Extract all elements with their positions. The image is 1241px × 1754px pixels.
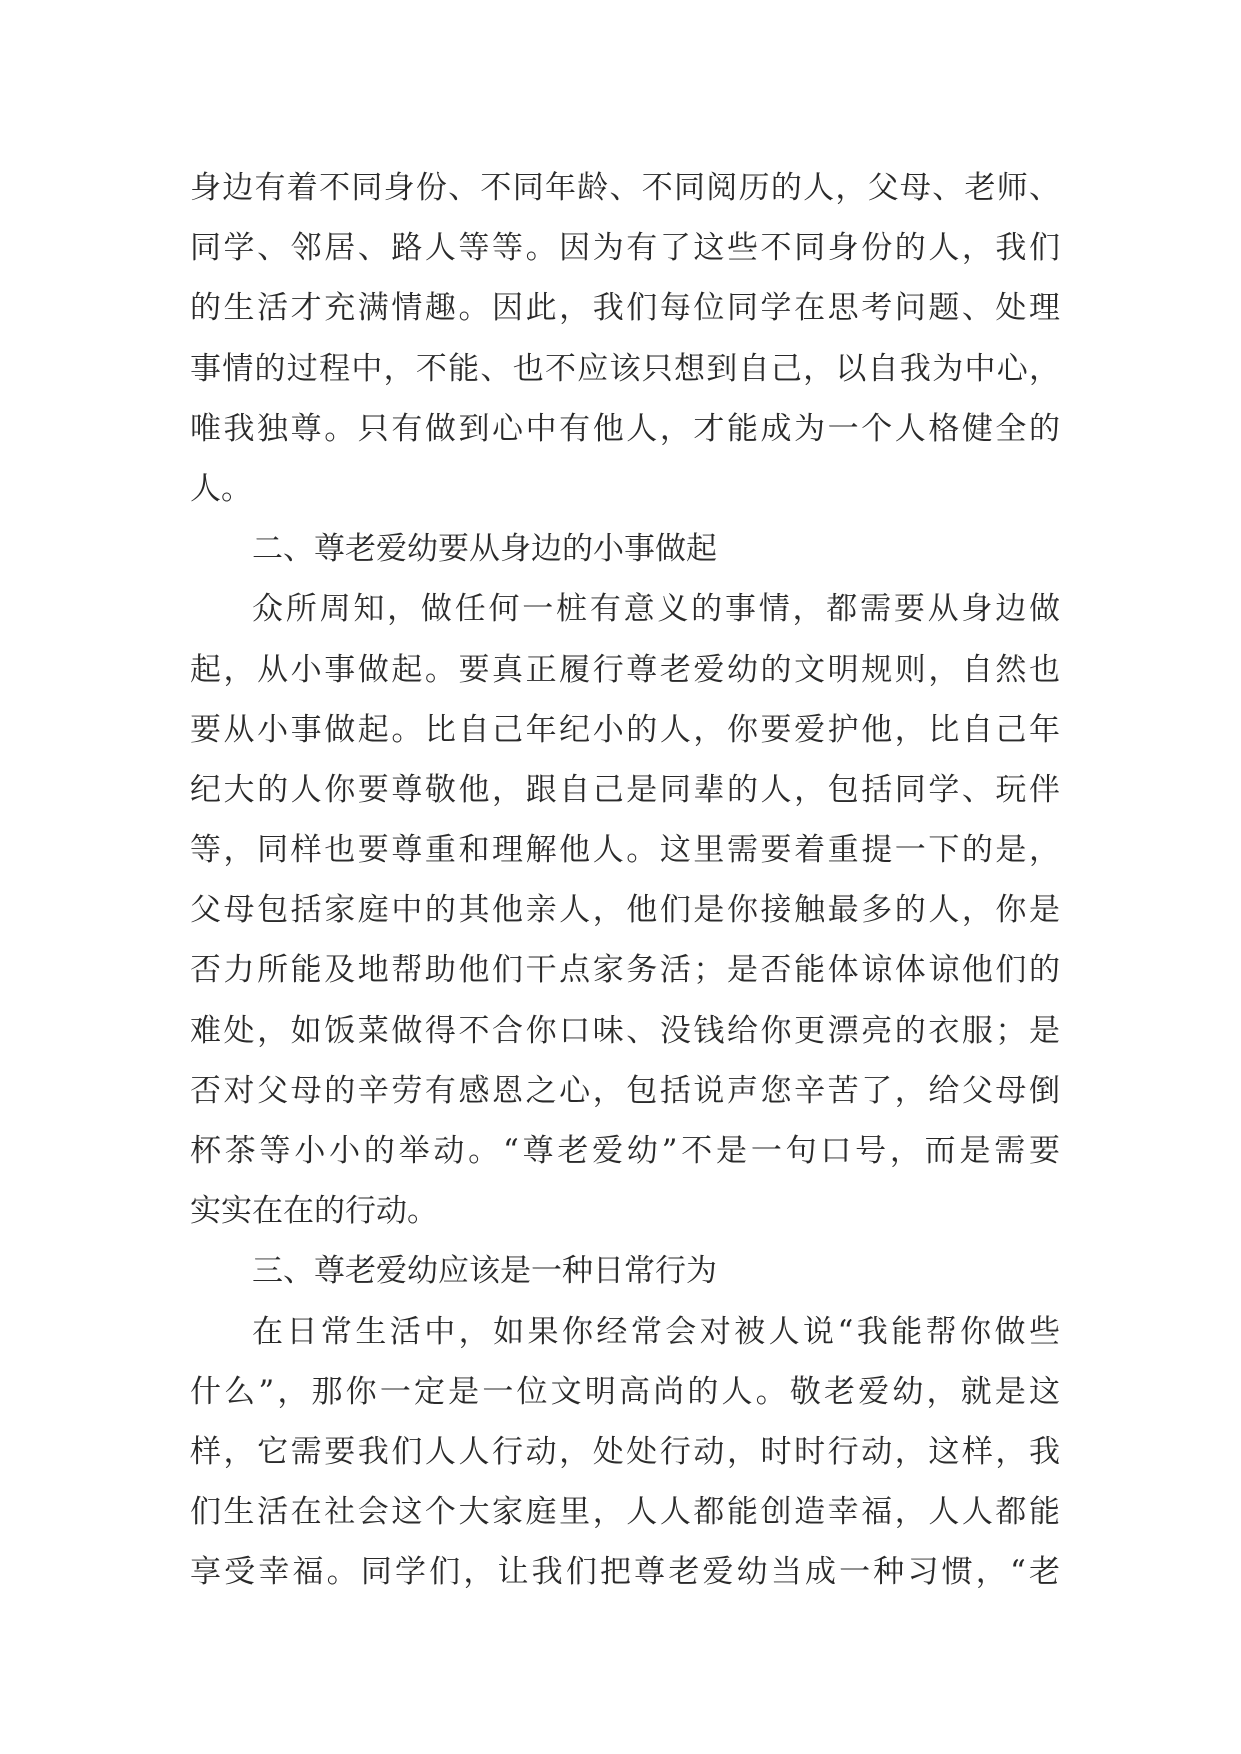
- text-line: 父母包括家庭中的其他亲人，他们是你接触最多的人，你是: [190, 892, 1060, 929]
- text-line: 同学、邻居、路人等等。因为有了这些不同身份的人，我们: [190, 230, 1060, 267]
- section-heading: 三、尊老爱幼应该是一种日常行为: [252, 1253, 717, 1290]
- text-line: 等，同样也要尊重和理解他人。这里需要着重提一下的是，: [190, 832, 1060, 869]
- text-line: 难处，如饭菜做得不合你口味、没钱给你更漂亮的衣服；是: [190, 1012, 1060, 1049]
- text-line: 起，从小事做起。要真正履行尊老爱幼的文明规则，自然也: [190, 651, 1060, 688]
- text-line: 身边有着不同身份、不同年龄、不同阅历的人，父母、老师、: [190, 170, 1060, 206]
- text-line: 样，它需要我们人人行动，处处行动，时时行动，这样，我: [190, 1433, 1060, 1470]
- text-line: 唯我独尊。只有做到心中有他人，才能成为一个人格健全的: [190, 410, 1060, 447]
- text-line: 在日常生活中，如果你经常会对被人说“我能帮你做些: [252, 1313, 1060, 1350]
- text-line: 否对父母的辛劳有感恩之心，包括说声您辛苦了，给父母倒: [190, 1072, 1060, 1109]
- text-line: 事情的过程中，不能、也不应该只想到自己，以自我为中心，: [190, 350, 1060, 387]
- text-line: 纪大的人你要尊敬他，跟自己是同辈的人，包括同学、玩伴: [190, 771, 1060, 808]
- text-line: 众所周知，做任何一桩有意义的事情，都需要从身边做: [252, 591, 1060, 628]
- body-text: [190, 158, 1060, 1603]
- text-line: 享受幸福。同学们，让我们把尊老爱幼当成一种习惯，“老: [190, 1554, 1060, 1591]
- text-line: 什么”，那你一定是一位文明高尚的人。敬老爱幼，就是这: [190, 1373, 1060, 1410]
- text-line: 人。: [190, 470, 252, 507]
- text-line: 杯茶等小小的举动。“尊老爱幼”不是一句口号，而是需要: [190, 1133, 1060, 1169]
- section-heading: 二、尊老爱幼要从身边的小事做起: [252, 531, 717, 568]
- text-line: 否力所能及地帮助他们干点家务活；是否能体谅体谅他们的: [190, 952, 1060, 989]
- text-line: 们生活在社会这个大家庭里，人人都能创造幸福，人人都能: [190, 1494, 1060, 1531]
- text-line: 要从小事做起。比自己年纪小的人，你要爱护他，比自己年: [190, 711, 1060, 748]
- text-line: 实实在在的行动。: [190, 1193, 438, 1230]
- text-line: 的生活才充满情趣。因此，我们每位同学在思考问题、处理: [190, 290, 1060, 327]
